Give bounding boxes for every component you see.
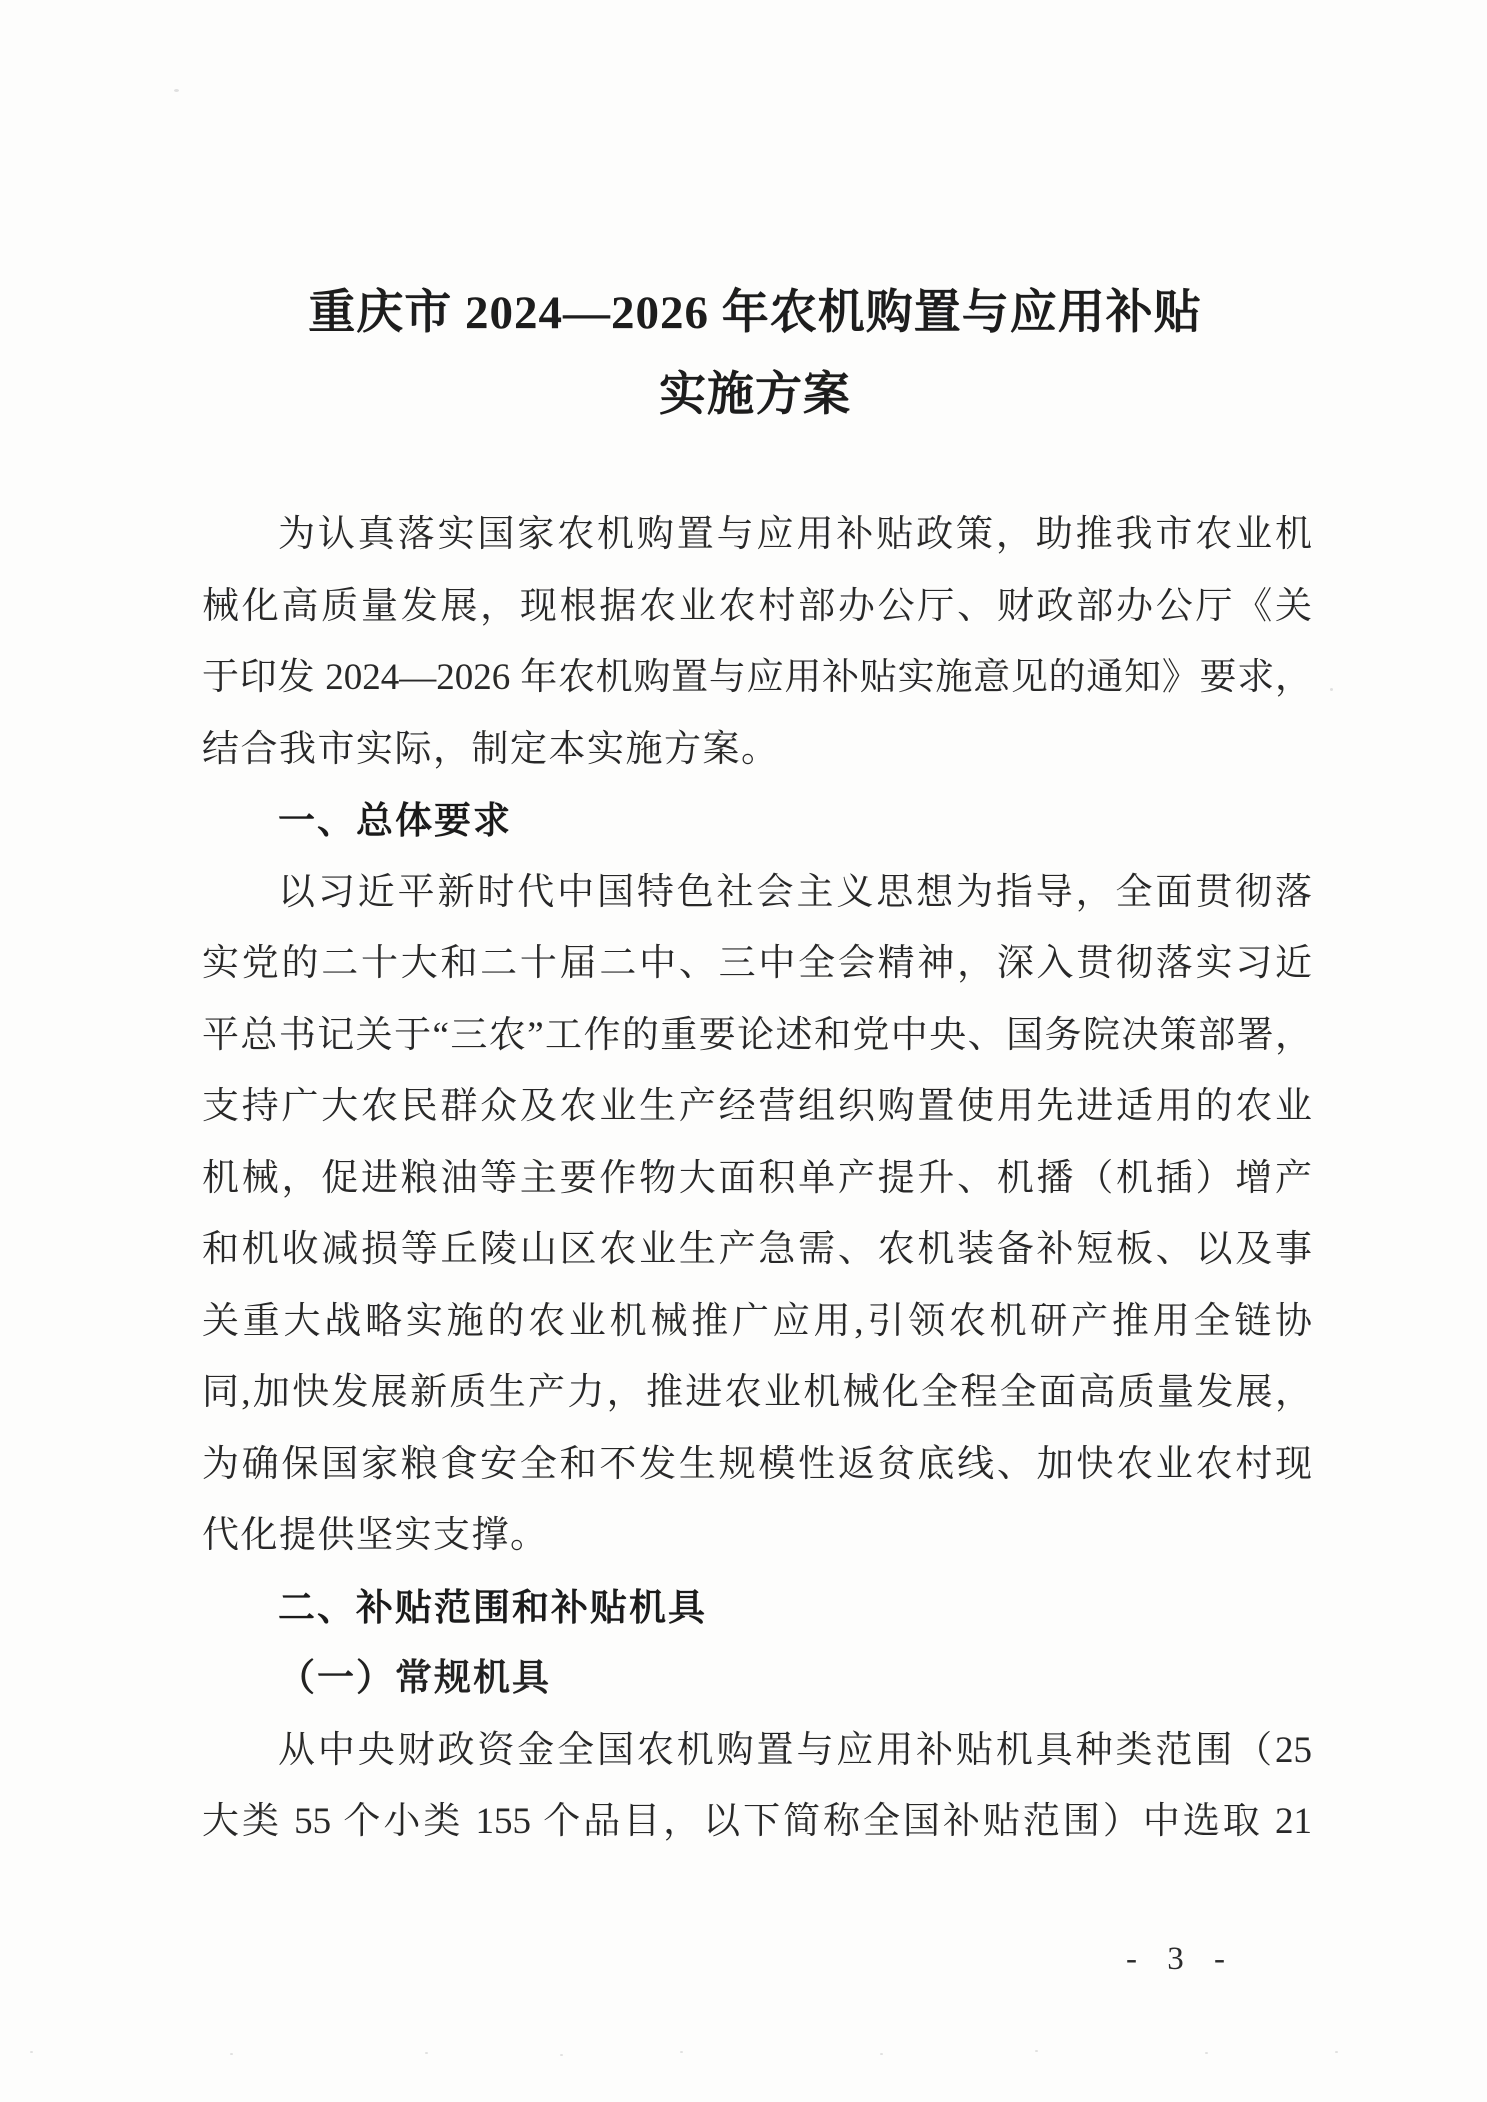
body-line: 结合我市实际，制定本实施方案。 [202,728,780,770]
scan-speck [1330,688,1333,691]
document-title-line-1: 重庆市 2024—2026 年农机购置与应用补贴 [308,287,1202,339]
body-line: 大类 55 个小类 155 个品目，以下简称全国补贴范围）中选取 21 [202,1801,1312,1842]
body-line: 平总书记关于“三农”工作的重要论述和党中央、国务院决策部署， [202,1014,1312,1056]
scan-speck [560,2054,563,2056]
section-heading-2: 二、补贴范围和补贴机具 [278,1586,707,1628]
scan-speck [30,2051,33,2053]
body-line: 为认真落实国家农机购置与应用补贴政策，助推我市农业机 [278,514,1312,555]
document-title-line-2: 实施方案 [659,369,851,421]
subsection-heading: （一）常规机具 [278,1658,551,1699]
body-line: 同,加快发展新质生产力，推进农业机械化全程全面高质量发展， [202,1372,1312,1413]
scan-speck [680,2051,683,2053]
body-line: 为确保国家粮食安全和不发生规模性返贫底线、加快农业农村现 [202,1443,1312,1485]
body-line: 关重大战略实施的农业机械推广应用,引领农机研产推用全链协 [202,1300,1312,1342]
scan-speck [230,2053,233,2055]
scan-speck [425,2052,428,2054]
body-line: 械化高质量发展，现根据农业农村部办公厅、财政部办公厅《关 [202,585,1312,627]
scan-speck [1205,2052,1208,2054]
body-line: 机械，促进粮油等主要作物大面积单产提升、机播（机插）增产 [202,1157,1312,1199]
scan-speck [174,89,179,92]
scan-speck [880,2053,883,2055]
scan-speck [1035,2050,1038,2052]
document-title [190,272,1320,436]
body-line: 实党的二十大和二十届二中、三中全会精神，深入贯彻落实习近 [202,943,1312,984]
body-line: 和机收减损等丘陵山区农业生产急需、农机装备补短板、以及事 [202,1229,1312,1270]
document-body [202,499,1312,1858]
page-number: - 3 - [1126,1941,1236,1977]
body-line: 代化提供坚实支撑。 [202,1515,549,1556]
body-line: 于印发 2024—2026 年农机购置与应用补贴实施意见的通知》要求， [202,657,1312,698]
body-line: 以习近平新时代中国特色社会主义思想为指导，全面贯彻落 [278,871,1312,913]
body-line: 从中央财政资金全国农机购置与应用补贴机具种类范围（25 [278,1729,1312,1771]
section-heading-1: 一、总体要求 [278,800,512,841]
body-line: 支持广大农民群众及农业生产经营组织购置使用先进适用的农业 [202,1086,1312,1127]
scan-speck [1335,2051,1338,2053]
